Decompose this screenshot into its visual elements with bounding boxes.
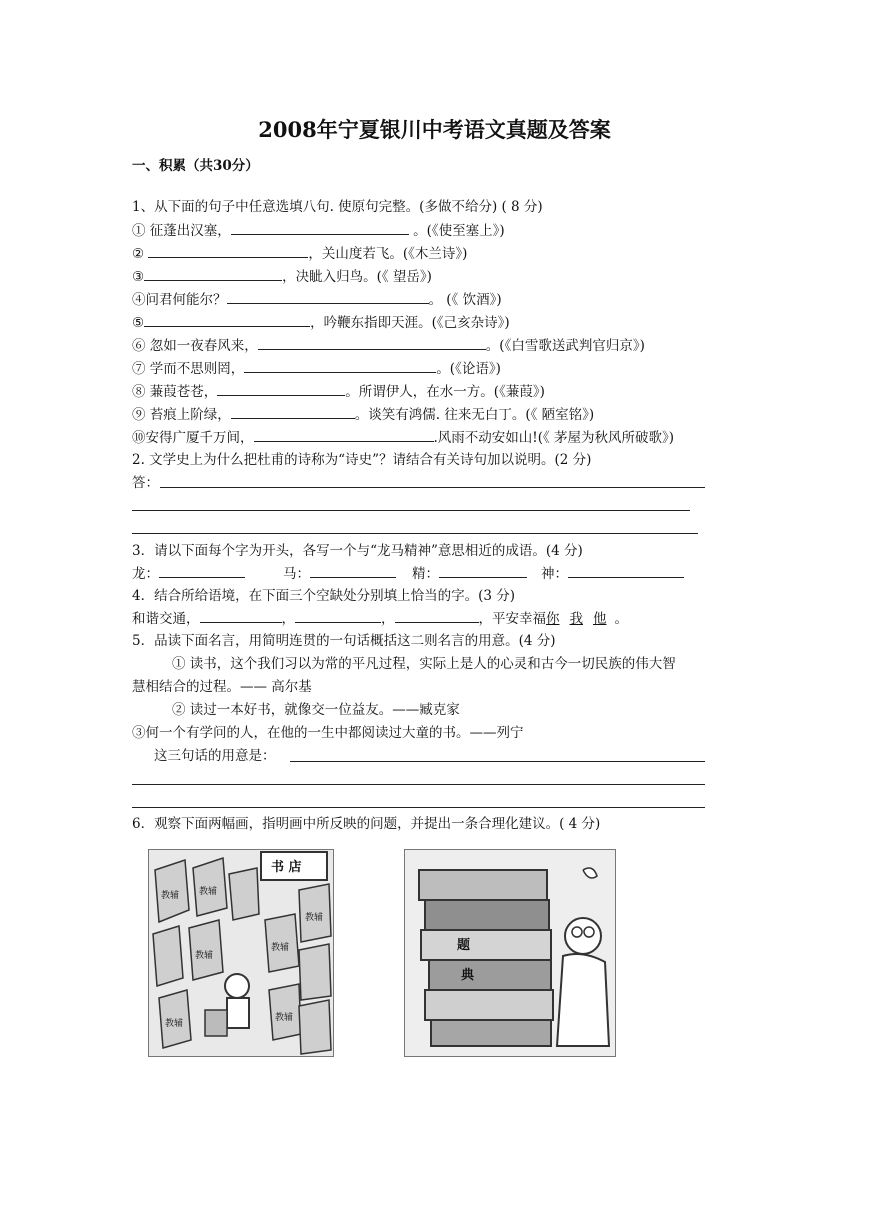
q1-item-6-text: ⑥ 忽如一夜春风来，: [132, 338, 258, 354]
q4-blank-1[interactable]: [200, 608, 282, 623]
q3-answers: [132, 563, 684, 584]
q1-item-1-text: ① 征蓬出汉塞，: [132, 223, 231, 239]
q4-answers: [132, 608, 628, 629]
q1-item-5-blank[interactable]: [144, 312, 310, 327]
q5-answer-line-1[interactable]: [290, 761, 705, 762]
q4-stem: 4．结合所给语境，在下面三个空缺处分别填上恰当的字。(3 分): [132, 588, 516, 604]
q1-item-3-text: ③: [132, 269, 145, 285]
q1-item-8-source: 。所谓伊人，在水一方。(《蒹葭》): [345, 384, 545, 400]
q1-item-6-blank[interactable]: [258, 335, 486, 350]
q4-word-wo: 我: [569, 611, 583, 627]
q1-item-8-text: ⑧ 蒹葭苍苍，: [132, 384, 218, 400]
q5-answer-label: 这三句话的用意是：: [154, 748, 276, 764]
bookstore-sign: 书 店: [271, 860, 302, 875]
q1-item-4-blank[interactable]: [227, 289, 429, 304]
q1-item-1: [132, 220, 505, 241]
q5-stem: 5．品读下面名言，用简明连贯的一句话概括这二则名言的用意。(4 分): [132, 633, 556, 649]
q1-item-7-text: ⑦ 学而不思则罔，: [132, 361, 245, 377]
q3-blank-long[interactable]: [159, 563, 245, 578]
q1-item-4-source: 。 (《 饮酒》): [428, 292, 502, 308]
q4-blank-2[interactable]: [295, 608, 381, 623]
q4-mid: ，平安幸福: [478, 611, 546, 627]
q1-item-6-source: 。(《白雪歌送武判官归京》): [485, 338, 645, 354]
books-stack-drawing: [405, 850, 615, 1056]
q1-item-4-text: ④问君何能尔？: [132, 292, 227, 308]
q2-answer-line-1[interactable]: [160, 487, 705, 488]
q1-item-2-source: ，关山度若飞。(《木兰诗》): [308, 246, 468, 262]
book-label-2: 教辅: [199, 887, 218, 897]
q3-char-jing: 精：: [412, 566, 439, 582]
q3-blank-shen[interactable]: [568, 563, 684, 578]
q4-sep-2: ，: [381, 611, 395, 627]
q2-answer-line-2[interactable]: [132, 510, 690, 511]
section-heading: 一、积累（共30分）: [132, 158, 259, 174]
q1-item-9-blank[interactable]: [231, 404, 355, 419]
q5-quote-1b: 慧相结合的过程。—— 高尔基: [132, 679, 312, 695]
q1-item-9-source: 。谈笑有鸿儒. 往来无白丁。(《 陋室铭》): [354, 407, 595, 423]
q3-blank-ma[interactable]: [310, 563, 396, 578]
q1-item-10-blank[interactable]: [254, 427, 434, 442]
q1-item-7-source: 。(《论语》): [436, 361, 501, 377]
q1-stem: 1、从下面的句子中任意选填八句. 使原句完整。(多做不给分) ( 8 分): [132, 199, 543, 215]
q4-context: 和谐交通，: [132, 611, 200, 627]
q1-item-5-source: ，吟鞭东指即天涯。(《己亥杂诗》): [310, 315, 510, 331]
book-label-1: 教辅: [161, 891, 180, 901]
q1-item-1-source: 。(《使至塞上》): [408, 223, 505, 239]
q1-item-9: [132, 404, 594, 425]
q2-answer-label: 答：: [132, 475, 159, 491]
book-label-3: 教辅: [305, 913, 324, 923]
q1-item-4: [132, 289, 502, 310]
q1-item-7: [132, 358, 501, 379]
q4-word-ta: 他: [593, 611, 607, 627]
q1-item-8: [132, 381, 545, 402]
q1-item-5: [132, 312, 510, 333]
book-label-5: 教辅: [271, 943, 290, 953]
cartoon-books-image: [404, 849, 616, 1057]
q1-item-3: [132, 266, 432, 287]
q3-stem: 3．请以下面每个字为开头，各写一个与“龙马精神”意思相近的成语。(4 分): [132, 543, 583, 559]
q3-char-shen: 神：: [541, 566, 568, 582]
q4-blank-3[interactable]: [395, 608, 479, 623]
q1-item-2: [132, 243, 467, 264]
q5-answer-line-2[interactable]: [132, 784, 705, 785]
q1-item-7-blank[interactable]: [244, 358, 436, 373]
q1-item-3-source: ，决眦入归鸟。(《 望岳》): [282, 269, 432, 285]
q1-item-2-text: ②: [132, 246, 149, 262]
q5-answer-line-3[interactable]: [132, 807, 705, 808]
cartoon-bookstore-image: [148, 849, 334, 1057]
q1-item-8-blank[interactable]: [217, 381, 345, 396]
q3-blank-jing[interactable]: [439, 563, 527, 578]
q1-item-6: [132, 335, 645, 356]
q3-char-ma: 马：: [283, 566, 310, 582]
book-spine-text-2: 典: [461, 968, 475, 983]
q1-item-10: [132, 427, 674, 448]
q2-stem: 2. 文学史上为什么把杜甫的诗称为“诗史”？请结合有关诗句加以说明。(2 分): [132, 452, 592, 468]
q5-quote-2: ② 读过一本好书，就像交一位益友。——臧克家: [172, 702, 460, 718]
q6-stem: 6．观察下面两幅画，指明画中所反映的问题，并提出一条合理化建议。( 4 分): [132, 816, 601, 832]
q2-answer-line-3[interactable]: [132, 533, 698, 534]
book-label-4: 教辅: [195, 951, 214, 961]
q1-item-1-blank[interactable]: [231, 220, 409, 235]
q1-item-9-text: ⑨ 苔痕上阶绿，: [132, 407, 231, 423]
q4-sep-1: ，: [281, 611, 295, 627]
book-label-6: 教辅: [165, 1019, 184, 1029]
q5-quote-3: ③何一个有学问的人，在他的一生中都阅读过大童的书。——列宁: [132, 725, 524, 741]
q5-quote-1a: ① 读书，这个我们习以为常的平凡过程，实际上是人的心灵和古今一切民族的伟大智: [172, 656, 676, 672]
q4-end: 。: [614, 611, 628, 627]
q4-word-ni: 你: [546, 611, 560, 627]
q1-item-2-blank[interactable]: [148, 243, 308, 258]
q1-item-10-text: ⑩安得广厦千万间，: [132, 430, 254, 446]
q1-item-10-source: .风雨不动安如山!(《 茅屋为秋风所破歌》): [433, 430, 675, 446]
q1-item-3-blank[interactable]: [144, 266, 282, 281]
q1-item-5-text: ⑤: [132, 315, 145, 331]
page-title: 2008年宁夏银川中考语文真题及答案: [258, 117, 611, 142]
q3-char-long: 龙：: [132, 566, 159, 582]
book-spine-text-1: 题: [457, 938, 471, 953]
book-label-7: 教辅: [275, 1013, 294, 1023]
